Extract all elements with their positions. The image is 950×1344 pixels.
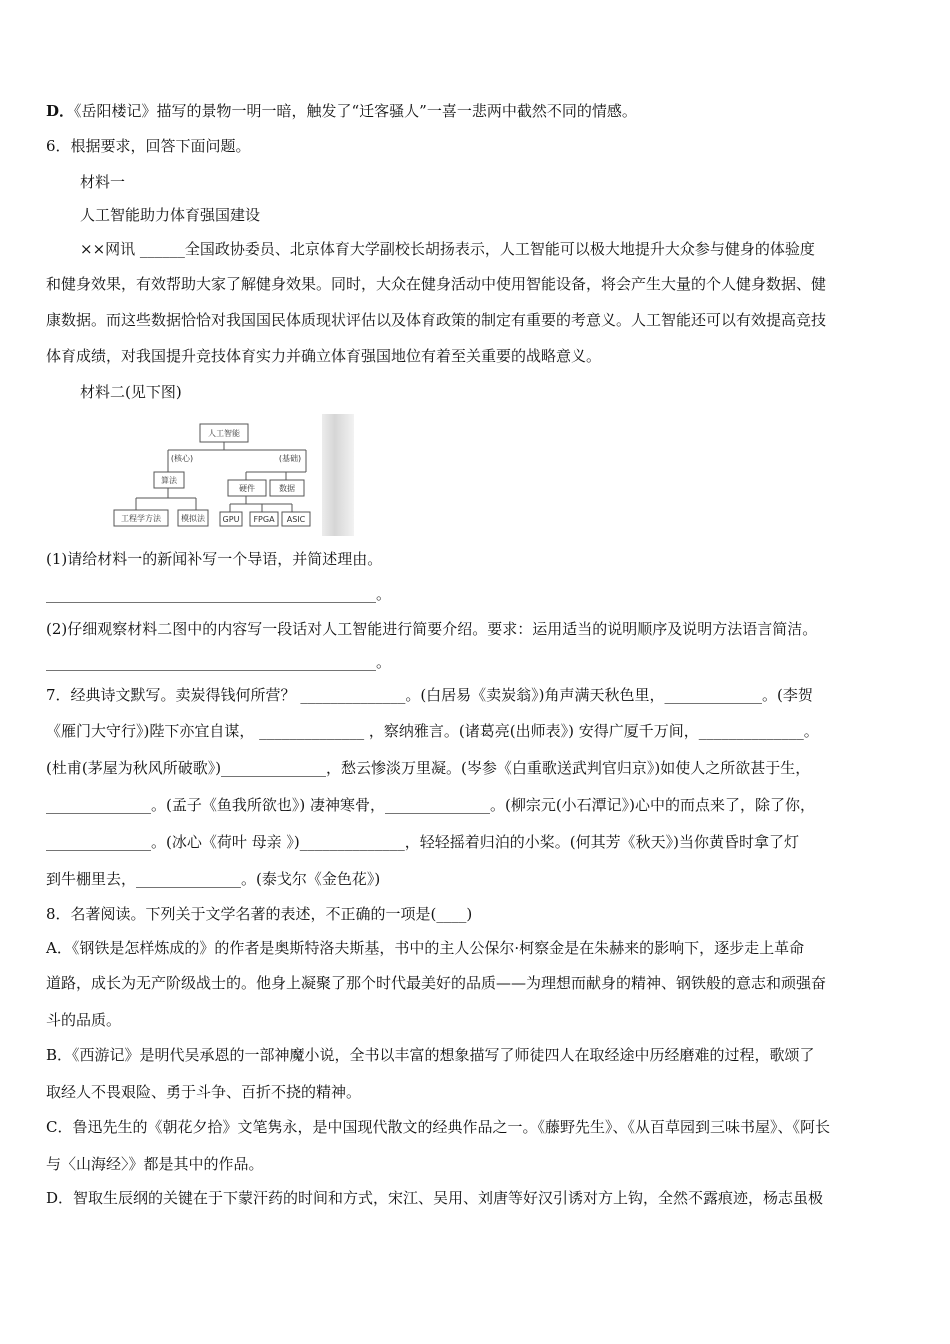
question-8-heading: 8．名著阅读。下列关于文学名著的表述，不正确的一项是(____) (46, 905, 473, 923)
question-8-option-d-line-1: D．智取生辰纲的关键在于下蒙汗药的时间和方式，宋江、吴用、刘唐等好汉引诱对方上钩，全然不露痕迹，杨志虽极 (46, 1189, 824, 1207)
material-1-label: 材料一 (80, 173, 126, 191)
question-8-option-a-line-2: 道路，成长为无产阶级战士的。他身上凝聚了那个时代最美好的品质——为理想而献身的精神、钢铁般的意志和顽强奋 (46, 974, 827, 992)
question-6-2-answer-blank: ____________________________________________。 (46, 653, 392, 671)
question-7-line-2: 《雁门大守行》)陛下亦宜自谋， ______________ ，察纳雅言。(诸葛亮(出师表》) 安得广厦千万间，______________。 (46, 722, 819, 740)
diagram-data: 数据 (279, 484, 295, 493)
question-8-option-a-line-3: 斗的品质。 (46, 1011, 122, 1029)
question-7-line-4: ______________。(孟子《鱼我所欲也》) 凄神寒骨，______________。(柳宗元(小石潭记》)心中的而点来了，除了你， (46, 796, 816, 814)
diagram-leaf-simulation: 模拟法 (181, 514, 205, 523)
question-8-option-a-line-1: A．《钢铁是怎样炼成的》的作者是奥斯特洛夫斯基，书中的主人公保尔·柯察金是在朱赫来的影响下，逐步走上革命 (46, 939, 805, 957)
question-8-option-b-line-1: B．《西游记》是明代吴承恩的一部神魔小说，全书以丰富的想象描写了师徒四人在取经途中历经磨难的过程，歌颂了 (46, 1046, 815, 1064)
option-letter: D． (46, 102, 75, 120)
diagram-right-branch-label: (基础) (278, 454, 302, 463)
question-6-1-answer-blank: ____________________________________________。 (46, 585, 392, 603)
diagram-root: 人工智能 (208, 429, 240, 438)
question-7-line-5: ______________。(冰心《荷叶 母亲 》)______________，轻轻摇着归泊的小桨。(何其芳《秋天》)当你黄昏时拿了灯 (46, 833, 799, 851)
question-8-option-b-line-2: 取经人不畏艰险、勇于斗争、百折不挠的精神。 (46, 1083, 362, 1101)
material-1-line-2: 和健身效果，有效帮助大家了解健身效果。同时，大众在健身活动中使用智能设备，将会产生大量的个人健身数据、健 (46, 275, 827, 293)
diagram-leaf-asic: ASIC (286, 515, 306, 524)
question-6-heading: 6．根据要求，回答下面问题。 (46, 137, 251, 155)
question-8-option-c-line-2: 与〈山海经〉》都是其中的作品。 (46, 1155, 264, 1173)
question-7-line-6: 到牛棚里去，______________。(泰戈尔《金色花》) (46, 870, 381, 888)
question-6-2: (2)仔细观察材料二图中的内容写一段话对人工智能进行简要介绍。要求：运用适当的说明顺序及说明方法语言简洁。 (46, 620, 818, 638)
diagram-left-branch-label: (核心) (170, 454, 194, 463)
diagram-leaf-gpu: GPU (222, 515, 240, 524)
question-8-option-c-line-1: C．鲁迅先生的《朝花夕拾》文笔隽永，是中国现代散文的经典作品之一。《藤野先生》、《从百草园到三味书屋》、《阿长 (46, 1118, 830, 1136)
q5-option-d (46, 101, 914, 121)
diagram-hardware: 硬件 (239, 484, 255, 493)
diagram-algorithm: 算法 (161, 476, 177, 485)
question-7-line-3: (杜甫(茅屋为秋风所破歌》)______________，愁云惨淡万里凝。(岑参《白重歌送武判官归京》)如使人之所欲甚于生， (46, 759, 811, 777)
ai-structure-diagram (106, 414, 354, 536)
material-2-label: 材料二(见下图) (80, 383, 182, 401)
material-1-title: 人工智能助力体育强国建设 (80, 206, 261, 224)
question-7-line-1: 7．经典诗文默写。卖炭得钱何所营？ ______________。(白居易《卖炭翁》)角声满天秋色里，_____________。(李贺 (46, 686, 813, 704)
diagram-leaf-engineering: 工程学方法 (121, 514, 161, 523)
material-1-line-1: ××网讯 ______全国政协委员、北京体育大学副校长胡扬表示，人工智能可以极大地提升大众参与健身的体验度 (80, 240, 815, 258)
option-text: 《岳阳楼记》描写的景物一明一暗，触发了“迁客骚人”一喜一悲两中截然不同的情感。 (74, 102, 637, 120)
material-1-line-3: 康数据。而这些数据恰恰对我国国民体质现状评估以及体育政策的制定有重要的考意义。人工智能还可以有效提高竞技 (46, 311, 827, 329)
material-1-line-4: 体育成绩，对我国提升竞技体育实力并确立体育强国地位有着至关重要的战略意义。 (46, 347, 602, 365)
diagram-leaf-fpga: FPGA (253, 515, 275, 524)
question-6-1: (1)请给材料一的新闻补写一个导语，并简述理由。 (46, 550, 383, 568)
